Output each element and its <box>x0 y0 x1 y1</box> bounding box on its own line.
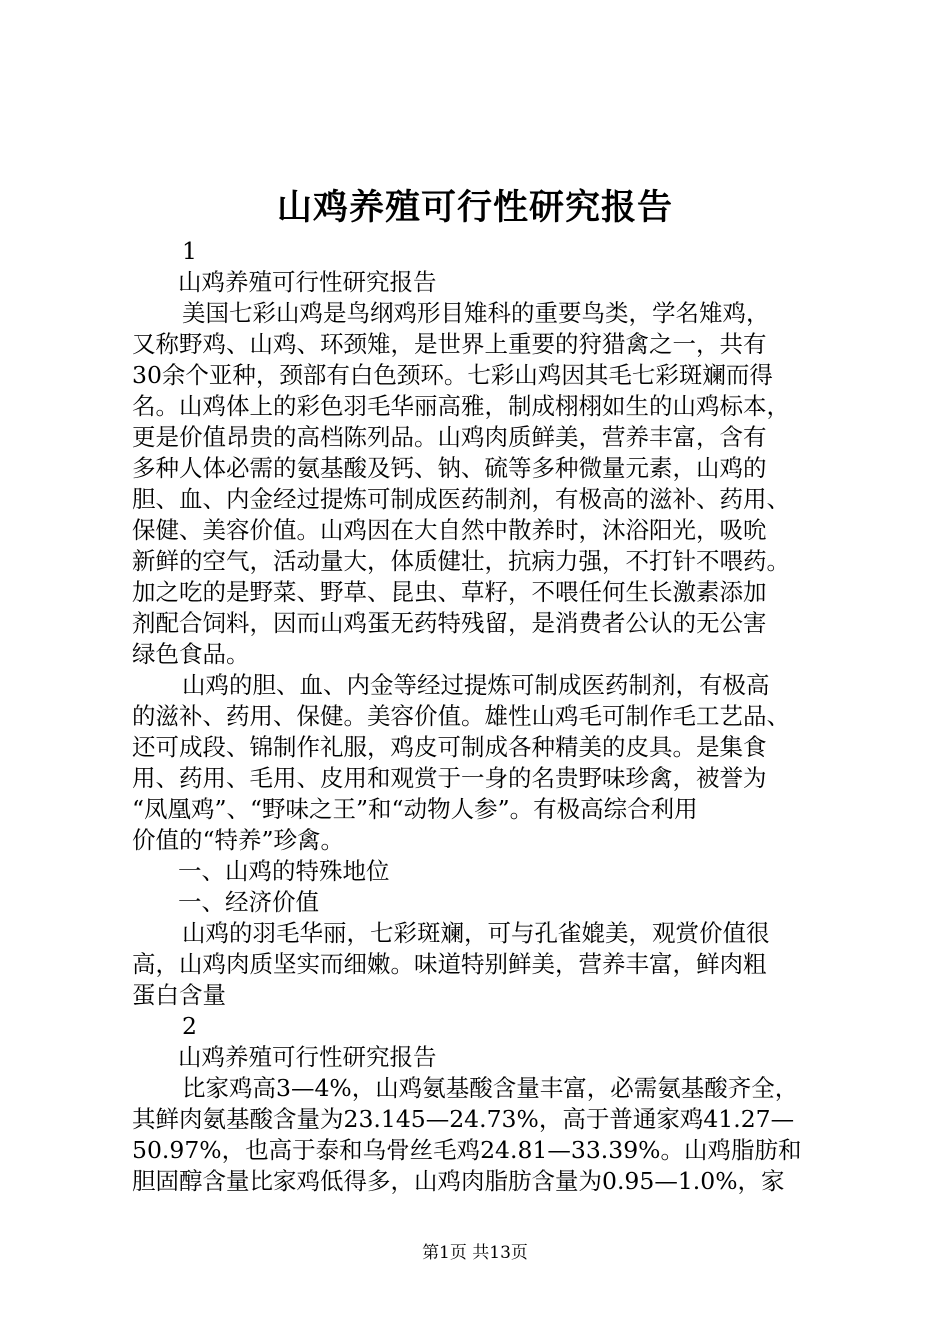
text-line: 高，山鸡肉质坚实而细嫩。味道特别鲜美，营养丰富，鲜肉粗 <box>132 950 767 978</box>
text-line: 价值的“特养”珍禽。 <box>132 826 345 854</box>
text-line: 的滋补、药用、保健。美容价值。雄性山鸡毛可制作毛工艺品、 <box>132 702 790 730</box>
text-line: 山鸡养殖可行性研究报告 <box>178 1043 437 1071</box>
text-line: 加之吃的是野菜、野草、昆虫、草籽，不喂任何生长激素添加 <box>132 578 767 606</box>
text-line: 一、经济价值 <box>178 888 319 916</box>
text-line: 比家鸡高3—4%，山鸡氨基酸含量丰富，必需氨基酸齐全， <box>182 1074 799 1102</box>
text-line: 胆固醇含量比家鸡低得多，山鸡肉脂肪含量为0.95—1.0%，家 <box>132 1167 785 1195</box>
text-line: “凤凰鸡”、“野味之王”和“动物人参”。有极高综合利用 <box>132 795 698 823</box>
text-line: 更是价值昂贵的高档陈列品。山鸡肉质鲜美，营养丰富，含有 <box>132 423 767 451</box>
text-line: 名。山鸡体上的彩色羽毛华丽高雅，制成栩栩如生的山鸡标本， <box>132 392 790 420</box>
document-title: 山鸡养殖可行性研究报告 <box>276 187 673 228</box>
text-line: 山鸡养殖可行性研究报告 <box>178 268 437 296</box>
text-line: 还可成段、锦制作礼服，鸡皮可制成各种精美的皮具。是集食 <box>132 733 767 761</box>
document-body <box>132 236 832 1197</box>
text-line: 绿色食品。 <box>132 640 250 668</box>
text-line: 保健、美容价值。山鸡因在大自然中散养时，沐浴阳光，吸吮 <box>132 516 767 544</box>
text-line: 一、山鸡的特殊地位 <box>178 857 390 885</box>
text-line: 山鸡的胆、血、内金等经过提炼可制成医药制剂，有极高 <box>182 671 770 699</box>
text-line: 剂配合饲料，因而山鸡蛋无药特残留，是消费者公认的无公害 <box>132 609 767 637</box>
text-line: 2 <box>182 1012 197 1040</box>
page-footer: 第1页 共13页 <box>422 1243 528 1263</box>
text-line: 用、药用、毛用、皮用和观赏于一身的名贵野味珍禽，被誉为 <box>132 764 767 792</box>
text-line: 多种人体必需的氨基酸及钙、钠、硫等多种微量元素，山鸡的 <box>132 454 767 482</box>
text-line: 又称野鸡、山鸡、环颈雉，是世界上重要的狩猎禽之一，共有 <box>132 330 767 358</box>
text-line: 蛋白含量 <box>132 981 226 1009</box>
text-line: 其鲜肉氨基酸含量为23.145—24.73%，高于普通家鸡41.27— <box>132 1105 795 1133</box>
text-line: 30余个亚种，颈部有白色颈环。七彩山鸡因其毛七彩斑斓而得 <box>132 361 773 389</box>
text-line: 新鲜的空气，活动量大，体质健壮，抗病力强，不打针不喂药。 <box>132 547 790 575</box>
text-line: 山鸡的羽毛华丽，七彩斑斓，可与孔雀媲美，观赏价值很 <box>182 919 770 947</box>
text-line: 1 <box>182 237 197 265</box>
text-line: 胆、血、内金经过提炼可制成医药制剂，有极高的滋补、药用、 <box>132 485 790 513</box>
text-line: 美国七彩山鸡是鸟纲鸡形目雉科的重要鸟类，学名雉鸡， <box>182 299 770 327</box>
text-line: 50.97%，也高于泰和乌骨丝毛鸡24.81—33.39%。山鸡脂肪和 <box>132 1136 802 1164</box>
